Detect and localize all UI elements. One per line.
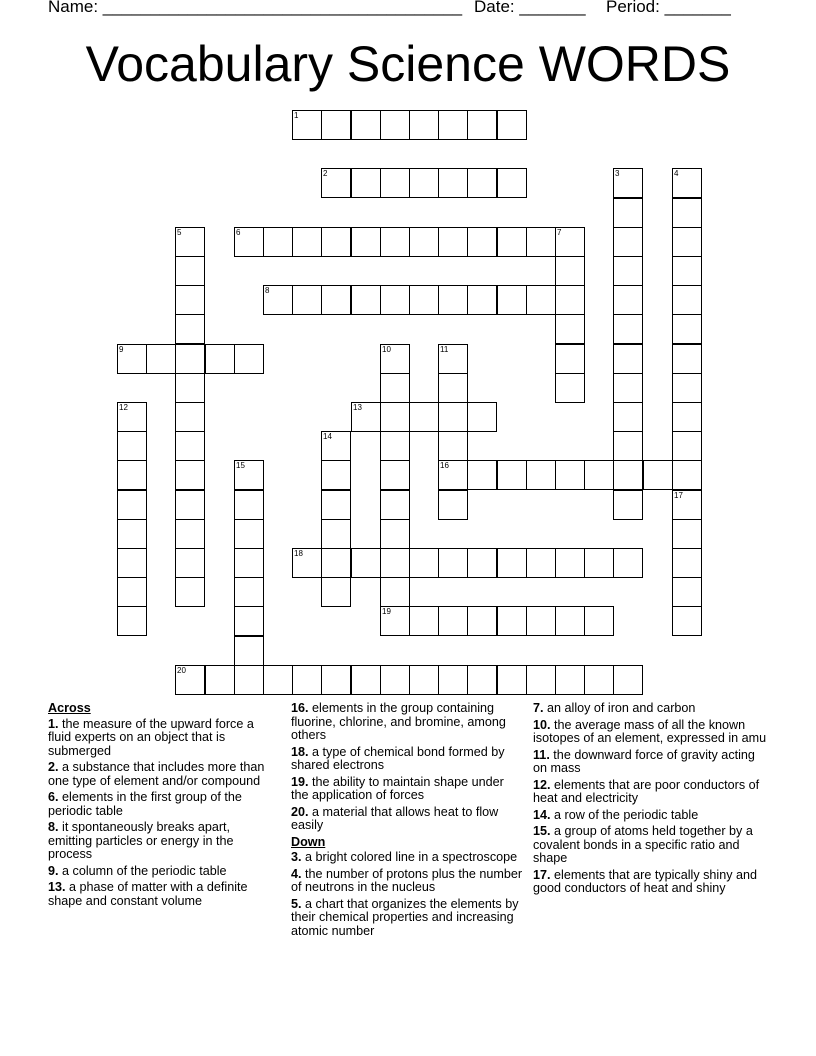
crossword-cell[interactable] xyxy=(292,548,322,578)
clue-item xyxy=(533,749,769,776)
crossword-cell[interactable] xyxy=(117,577,147,607)
crossword-cell[interactable] xyxy=(672,168,702,198)
crossword-cell[interactable] xyxy=(175,490,205,520)
crossword-cell[interactable] xyxy=(409,402,439,432)
clue-number: 8 xyxy=(265,286,270,295)
crossword-cell[interactable] xyxy=(292,285,322,315)
crossword-cell[interactable] xyxy=(526,227,556,257)
crossword-cell[interactable] xyxy=(467,110,497,140)
clue-number: 12 xyxy=(119,403,128,412)
clue-number-label: 5. xyxy=(291,896,302,911)
clue-item xyxy=(48,761,274,788)
crossword-cell[interactable] xyxy=(380,344,410,374)
crossword-cell[interactable] xyxy=(467,168,497,198)
crossword-cell[interactable] xyxy=(438,606,468,636)
crossword-cell[interactable] xyxy=(409,110,439,140)
crossword-cell[interactable] xyxy=(175,314,205,344)
clue-item xyxy=(533,719,769,746)
clues-column-2 xyxy=(291,702,523,941)
crossword-cell[interactable] xyxy=(175,402,205,432)
clue-number: 19 xyxy=(382,607,391,616)
crossword-cell[interactable] xyxy=(175,373,205,403)
clue-item xyxy=(291,746,523,773)
crossword-cell[interactable] xyxy=(409,548,439,578)
crossword-cell[interactable] xyxy=(234,460,264,490)
crossword-cell[interactable] xyxy=(555,227,585,257)
clue-number: 18 xyxy=(294,549,303,558)
clue-number: 10 xyxy=(382,345,391,354)
clue-text: a column of the periodic table xyxy=(58,863,227,878)
clue-item xyxy=(48,791,274,818)
clue-text: the measure of the upward force a fluid experts on an object that is submerged xyxy=(48,716,254,758)
clue-number-label: 12. xyxy=(533,777,551,792)
clue-number-label: 3. xyxy=(291,850,302,864)
clue-number-label: 20. xyxy=(291,804,309,819)
clue-text: elements that are poor conductors of heat and electricity xyxy=(533,777,760,805)
crossword-cell[interactable] xyxy=(467,402,497,432)
clue-number-label: 11. xyxy=(533,747,550,762)
clue-number: 13 xyxy=(353,403,362,412)
crossword-cell[interactable] xyxy=(584,460,614,490)
crossword-cell[interactable] xyxy=(409,285,439,315)
crossword-cell[interactable] xyxy=(263,665,293,695)
crossword-cell[interactable] xyxy=(292,665,322,695)
clue-text: elements in the group containing fluorine, chlorine, and bromine, among others xyxy=(291,701,506,742)
crossword-cell[interactable] xyxy=(584,548,614,578)
clue-number-label: 7. xyxy=(533,701,544,715)
crossword-cell[interactable] xyxy=(672,402,702,432)
crossword-cell[interactable] xyxy=(613,198,643,228)
clue-text: a material that allows heat to flow easily xyxy=(291,804,499,832)
crossword-cell[interactable] xyxy=(321,665,351,695)
crossword-cell[interactable] xyxy=(380,606,410,636)
crossword-cell[interactable] xyxy=(175,344,205,374)
crossword-cell[interactable] xyxy=(438,344,468,374)
crossword-cell[interactable] xyxy=(117,548,147,578)
clue-text: the ability to maintain shape under the application of forces xyxy=(291,774,504,802)
crossword-cell[interactable] xyxy=(380,665,410,695)
clue-number-label: 19. xyxy=(291,774,309,789)
crossword-cell[interactable] xyxy=(205,344,235,374)
crossword-cell[interactable] xyxy=(613,256,643,286)
clue-number: 4 xyxy=(674,169,679,178)
crossword-cell[interactable] xyxy=(409,227,439,257)
crossword-cell[interactable] xyxy=(175,431,205,461)
clue-number: 15 xyxy=(236,461,245,470)
crossword-cell[interactable] xyxy=(234,227,264,257)
clue-number-label: 16. xyxy=(291,701,309,715)
crossword-cell[interactable] xyxy=(175,256,205,286)
crossword-cell[interactable] xyxy=(117,460,147,490)
clue-number-label: 2. xyxy=(48,760,59,774)
crossword-cell[interactable] xyxy=(555,256,585,286)
crossword-cell[interactable] xyxy=(380,227,410,257)
crossword-cell[interactable] xyxy=(613,665,643,695)
crossword-cell[interactable] xyxy=(438,227,468,257)
clue-text: a substance that includes more than one type of element and/or compound xyxy=(48,760,265,788)
clue-number: 7 xyxy=(557,228,562,237)
crossword-cell[interactable] xyxy=(175,577,205,607)
clue-number: 14 xyxy=(323,432,332,441)
crossword-cell[interactable] xyxy=(672,577,702,607)
clue-text: a row of the periodic table xyxy=(550,807,699,822)
crossword-cell[interactable] xyxy=(117,344,147,374)
crossword-cell[interactable] xyxy=(526,606,556,636)
crossword-cell[interactable] xyxy=(526,460,556,490)
crossword-cell[interactable] xyxy=(555,665,585,695)
clue-item xyxy=(48,718,274,759)
crossword-cell[interactable] xyxy=(380,110,410,140)
crossword-cell[interactable] xyxy=(380,168,410,198)
crossword-cell[interactable] xyxy=(672,285,702,315)
crossword-cell[interactable] xyxy=(555,460,585,490)
clue-number-label: 8. xyxy=(48,820,59,834)
crossword-cell[interactable] xyxy=(263,285,293,315)
clue-text: a type of chemical bond formed by shared electrons xyxy=(291,744,505,772)
clue-number: 3 xyxy=(615,169,620,178)
crossword-cell[interactable] xyxy=(555,344,585,374)
clue-text: a group of atoms held together by a covalent bonds in a specific ratio and shape xyxy=(533,824,753,865)
crossword-cell[interactable] xyxy=(497,460,527,490)
clue-item xyxy=(291,851,523,865)
clue-item xyxy=(48,865,274,879)
crossword-cell[interactable] xyxy=(497,665,527,695)
crossword-cell[interactable] xyxy=(497,168,527,198)
crossword-cell[interactable] xyxy=(321,490,351,520)
clue-number-label: 13. xyxy=(48,880,66,894)
crossword-cell[interactable] xyxy=(351,402,381,432)
clue-number-label: 6. xyxy=(48,790,59,804)
crossword-cell[interactable] xyxy=(467,460,497,490)
date-field[interactable]: Date: _______ xyxy=(474,0,586,16)
clues-column-3 xyxy=(533,702,769,899)
crossword-cell[interactable] xyxy=(380,285,410,315)
crossword-cell[interactable] xyxy=(526,665,556,695)
crossword-cell[interactable] xyxy=(380,460,410,490)
crossword-cell[interactable] xyxy=(643,460,673,490)
crossword-cell[interactable] xyxy=(672,344,702,374)
crossword-cell[interactable] xyxy=(613,344,643,374)
crossword-cell[interactable] xyxy=(321,110,351,140)
crossword-cell[interactable] xyxy=(672,198,702,228)
crossword-cell[interactable] xyxy=(672,606,702,636)
crossword-cell[interactable] xyxy=(613,460,643,490)
crossword-cell[interactable] xyxy=(351,548,381,578)
crossword-cell[interactable] xyxy=(467,548,497,578)
crossword-cell[interactable] xyxy=(584,665,614,695)
crossword-cell[interactable] xyxy=(321,227,351,257)
crossword-cell[interactable] xyxy=(117,606,147,636)
crossword-cell[interactable] xyxy=(234,665,264,695)
crossword-cell[interactable] xyxy=(263,227,293,257)
crossword-cell[interactable] xyxy=(292,227,322,257)
crossword-cell[interactable] xyxy=(380,402,410,432)
crossword-cell[interactable] xyxy=(380,577,410,607)
crossword-cell[interactable] xyxy=(438,402,468,432)
clue-item xyxy=(533,809,769,823)
clue-text: it spontaneously breaks apart, emitting particles or energy in the process xyxy=(48,820,234,861)
crossword-cell[interactable] xyxy=(234,577,264,607)
crossword-cell[interactable] xyxy=(613,373,643,403)
crossword-cell[interactable] xyxy=(117,431,147,461)
crossword-cell[interactable] xyxy=(321,168,351,198)
crossword-cell[interactable] xyxy=(380,373,410,403)
crossword-cell[interactable] xyxy=(380,519,410,549)
clue-number-label: 9. xyxy=(48,863,59,878)
clue-text: a phase of matter with a definite shape and constant volume xyxy=(48,880,248,908)
crossword-cell[interactable] xyxy=(292,110,322,140)
crossword-cell[interactable] xyxy=(438,285,468,315)
clue-number-label: 15. xyxy=(533,824,551,838)
clue-number-label: 1. xyxy=(48,716,59,731)
crossword-cell[interactable] xyxy=(497,548,527,578)
crossword-cell[interactable] xyxy=(497,285,527,315)
crossword-cell[interactable] xyxy=(467,227,497,257)
clue-number: 9 xyxy=(119,345,124,354)
crossword-cell[interactable] xyxy=(438,431,468,461)
crossword-cell[interactable] xyxy=(175,548,205,578)
crossword-cell[interactable] xyxy=(117,490,147,520)
crossword-cell[interactable] xyxy=(672,314,702,344)
crossword-cell[interactable] xyxy=(672,373,702,403)
crossword-cell[interactable] xyxy=(321,460,351,490)
crossword-cell[interactable] xyxy=(555,285,585,315)
crossword-cell[interactable] xyxy=(234,519,264,549)
crossword-cell[interactable] xyxy=(526,285,556,315)
crossword-cell[interactable] xyxy=(321,519,351,549)
clue-item xyxy=(48,821,274,862)
crossword-cell[interactable] xyxy=(497,110,527,140)
clue-text: elements in the first group of the periodic table xyxy=(48,790,242,818)
clue-item xyxy=(291,702,523,743)
crossword-cell[interactable] xyxy=(438,548,468,578)
crossword-cell[interactable] xyxy=(672,460,702,490)
crossword-cell[interactable] xyxy=(672,431,702,461)
clue-text: the average mass of all the known isotopes of an element, expressed in amu xyxy=(533,717,767,745)
period-field[interactable]: Period: _______ xyxy=(606,0,731,16)
crossword-cell[interactable] xyxy=(438,168,468,198)
clue-item xyxy=(533,779,769,806)
clue-item xyxy=(291,776,523,803)
crossword-cell[interactable] xyxy=(234,636,264,666)
clue-number-label: 17. xyxy=(533,867,551,882)
clue-number: 1 xyxy=(294,111,299,120)
crossword-cell[interactable] xyxy=(321,285,351,315)
crossword-cell[interactable] xyxy=(175,460,205,490)
crossword-cell[interactable] xyxy=(467,606,497,636)
crossword-cell[interactable] xyxy=(613,548,643,578)
clue-item xyxy=(533,869,769,896)
crossword-cell[interactable] xyxy=(380,548,410,578)
clues-column-1 xyxy=(48,702,274,911)
crossword-cell[interactable] xyxy=(555,373,585,403)
crossword-cell[interactable] xyxy=(321,548,351,578)
clue-text: the downward force of gravity acting on mass xyxy=(533,747,755,775)
clue-text: a bright colored line in a spectroscope xyxy=(301,850,518,864)
crossword-cell[interactable] xyxy=(438,665,468,695)
clue-text: a chart that organizes the elements by their chemical properties and increasing atomic number xyxy=(291,896,519,938)
crossword-cell[interactable] xyxy=(175,285,205,315)
crossword-cell[interactable] xyxy=(438,490,468,520)
clue-number: 5 xyxy=(177,228,182,237)
crossword-cell[interactable] xyxy=(613,227,643,257)
crossword-cell[interactable] xyxy=(409,168,439,198)
crossword-cell[interactable] xyxy=(467,285,497,315)
clue-item xyxy=(291,806,523,833)
crossword-cell[interactable] xyxy=(234,490,264,520)
clue-text: the number of protons plus the number of neutrons in the nucleus xyxy=(291,866,523,894)
name-field[interactable]: Name: ______________________________________ xyxy=(48,0,463,16)
crossword-cell[interactable] xyxy=(117,402,147,432)
crossword-cell[interactable] xyxy=(438,373,468,403)
clue-text: an alloy of iron and carbon xyxy=(543,701,696,715)
crossword-cell[interactable] xyxy=(234,344,264,374)
down-heading: Down xyxy=(291,834,326,849)
crossword-cell[interactable] xyxy=(672,519,702,549)
crossword-cell[interactable] xyxy=(409,606,439,636)
clue-item xyxy=(533,702,769,716)
crossword-cell[interactable] xyxy=(117,519,147,549)
crossword-cell[interactable] xyxy=(351,168,381,198)
crossword-cell[interactable] xyxy=(205,665,235,695)
clue-item xyxy=(48,881,274,908)
clue-number: 11 xyxy=(440,345,449,354)
clue-item xyxy=(291,868,523,895)
crossword-cell[interactable] xyxy=(380,431,410,461)
crossword-cell[interactable] xyxy=(438,110,468,140)
crossword-cell[interactable] xyxy=(409,665,439,695)
crossword-cell[interactable] xyxy=(613,314,643,344)
crossword-cell[interactable] xyxy=(584,606,614,636)
crossword-cell[interactable] xyxy=(175,227,205,257)
crossword-cell[interactable] xyxy=(175,665,205,695)
clue-number: 16 xyxy=(440,461,449,470)
crossword-cell[interactable] xyxy=(672,490,702,520)
clue-number-label: 18. xyxy=(291,744,309,759)
crossword-cell[interactable] xyxy=(613,402,643,432)
clue-item xyxy=(291,898,523,939)
crossword-cell[interactable] xyxy=(613,285,643,315)
crossword-cell[interactable] xyxy=(526,548,556,578)
crossword-cell[interactable] xyxy=(234,548,264,578)
crossword-cell[interactable] xyxy=(438,460,468,490)
crossword-cell[interactable] xyxy=(497,227,527,257)
crossword-cell[interactable] xyxy=(175,519,205,549)
crossword-cell[interactable] xyxy=(351,665,381,695)
clue-text: elements that are typically shiny and good conductors of heat and shiny xyxy=(533,867,758,895)
crossword-cell[interactable] xyxy=(613,168,643,198)
crossword-cell[interactable] xyxy=(613,431,643,461)
crossword-cell[interactable] xyxy=(672,548,702,578)
crossword-cell[interactable] xyxy=(321,577,351,607)
crossword-cell[interactable] xyxy=(497,606,527,636)
crossword-cell[interactable] xyxy=(321,431,351,461)
crossword-cell[interactable] xyxy=(467,665,497,695)
clue-number: 2 xyxy=(323,169,328,178)
crossword-cell[interactable] xyxy=(555,548,585,578)
clue-number-label: 4. xyxy=(291,866,302,881)
crossword-cell[interactable] xyxy=(380,490,410,520)
page-title: Vocabulary Science WORDS xyxy=(85,36,731,92)
clue-item xyxy=(533,825,769,866)
across-heading: Across xyxy=(48,701,91,715)
crossword-cell[interactable] xyxy=(351,110,381,140)
crossword-cell[interactable] xyxy=(672,227,702,257)
clue-number-label: 14. xyxy=(533,807,551,822)
crossword-cell[interactable] xyxy=(555,314,585,344)
crossword-cell[interactable] xyxy=(351,227,381,257)
crossword-cell[interactable] xyxy=(351,285,381,315)
crossword-cell[interactable] xyxy=(672,256,702,286)
clue-number: 6 xyxy=(236,228,241,237)
clue-number: 17 xyxy=(674,491,683,500)
crossword-cell[interactable] xyxy=(234,606,264,636)
crossword-cell[interactable] xyxy=(146,344,176,374)
clue-number: 20 xyxy=(177,666,186,675)
crossword-cell[interactable] xyxy=(555,606,585,636)
clue-number-label: 10. xyxy=(533,717,551,732)
crossword-cell[interactable] xyxy=(613,490,643,520)
